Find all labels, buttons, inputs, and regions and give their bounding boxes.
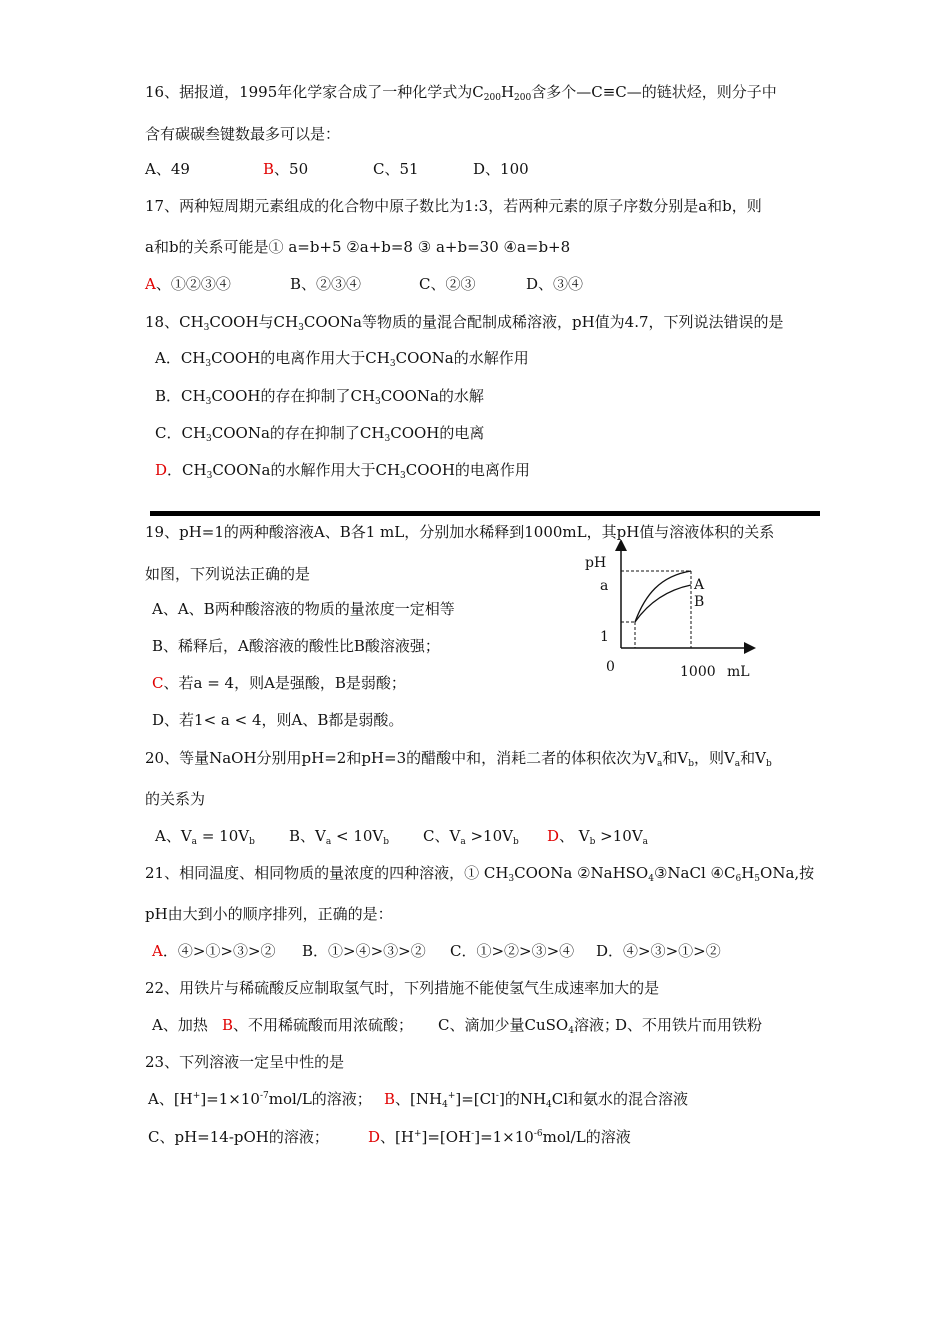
q17-options bbox=[145, 274, 583, 294]
q17-option-b: B、②③④ bbox=[290, 275, 362, 293]
q20-option-d: D、 $V_b >10V_a$ bbox=[547, 827, 649, 847]
answer-mark: C bbox=[152, 674, 164, 692]
q23-option-b: B、$[NH_4^+]=[Cl^-]$的$NH_4Cl$和氨水的混合溶液 bbox=[384, 1090, 689, 1110]
q17-option-c: C、②③ bbox=[419, 275, 476, 293]
q21-option-b: B．①>④>③>② bbox=[302, 942, 426, 960]
q23-option-d: D、$[H^+]=[OH^-]=1\times 10^{-6}mol/L$的溶液 bbox=[368, 1128, 631, 1146]
q18-option-d: D．$CH_3COONa$的水解作用大于$CH_3COOH$的电离作用 bbox=[155, 461, 530, 481]
q20-stem: 20、等量NaOH分别用pH=2和pH=3的醋酸中和，消耗二者的体积依次为$V_a$和$V_b$，则$V_a$和$V_b$ bbox=[145, 749, 772, 769]
q19-stem: 19、pH=1的两种酸溶液A、B各1 mL，分别加水稀释到1000mL，其pH值与溶液体积的关系 bbox=[145, 523, 775, 541]
y-axis-label: pH bbox=[585, 555, 607, 571]
answer-mark: D bbox=[547, 827, 560, 845]
q17-stem: 17、两种短周期元素组成的化合物中原子数比为1:3，若两种元素的原子序数分别是a和b，则 bbox=[145, 197, 762, 215]
answer-mark: A bbox=[145, 275, 156, 293]
series-a-curve bbox=[635, 571, 691, 622]
q16-stem: 16、据报道，1995年化学家合成了一种化学式为$C_{200}H_{200}$含多个—C≡C—的链状烃，则分子中 bbox=[145, 83, 777, 103]
q19-option-a: A、A、B两种酸溶液的物质的量浓度一定相等 bbox=[152, 600, 455, 618]
y-tick-1: 1 bbox=[600, 629, 609, 645]
series-a-label: A bbox=[694, 577, 705, 593]
answer-mark: B bbox=[222, 1016, 234, 1034]
q23-option-a: A、$[H^+]=1\times 10^{-7}mol/L$的溶液； bbox=[148, 1090, 372, 1108]
q18-option-b: B．$CH_3COOH$的存在抑制了$CH_3COONa$的水解 bbox=[155, 387, 484, 407]
q22-options bbox=[152, 1015, 762, 1035]
q19-option-d: D、若1< a < 4，则A、B都是弱酸。 bbox=[152, 711, 404, 729]
q19-stem-cont: 如图，下列说法正确的是 bbox=[145, 565, 311, 583]
y-tick-a: a bbox=[600, 578, 609, 594]
q21-stem: 21、相同温度、相同物质的量浓度的四种溶液，① $CH_3COONa$ ②NaHSO$_4$③NaCl $④C_6H_5ONa$,按 bbox=[145, 864, 815, 884]
q22-option-a: A、加热 bbox=[152, 1016, 208, 1034]
q22-option-b: B、不用稀硫酸而用浓硫酸； bbox=[222, 1016, 414, 1034]
q16-option-c: C、51 bbox=[373, 160, 419, 178]
answer-mark: B bbox=[384, 1090, 396, 1108]
q18-option-c: C．$CH_3COONa$的存在抑制了$CH_3COOH$的电离 bbox=[155, 424, 485, 444]
q21-options bbox=[152, 941, 721, 961]
answer-mark: D bbox=[368, 1128, 381, 1146]
q18-stem: 18、$CH_3COOH$与$CH_3COONa$等物质的量混合配制成稀溶液，pH值为4.7，下列说法错误的是 bbox=[145, 313, 784, 333]
q16-stem-cont: 含有碳碳叁键数最多可以是： bbox=[145, 125, 341, 143]
q16-option-b: B、50 bbox=[263, 160, 309, 178]
q20-option-a: A、$V_a = 10V_b$ bbox=[155, 827, 255, 847]
q23-option-c: C、pH=14-pOH的溶液； bbox=[148, 1128, 329, 1146]
x-axis-label: mL bbox=[727, 664, 750, 680]
q23-options-row1 bbox=[148, 1089, 688, 1109]
q20-options bbox=[155, 826, 648, 846]
q20-stem-cont: 的关系为 bbox=[145, 790, 206, 808]
q16-option-a: A、49 bbox=[145, 160, 190, 178]
answer-mark: D bbox=[155, 461, 168, 479]
q17-option-a: A、①②③④ bbox=[145, 275, 231, 293]
q22-option-d: D、不用铁片而用铁粉 bbox=[615, 1016, 763, 1034]
answer-mark: B bbox=[263, 160, 275, 178]
q17-option-d: D、③④ bbox=[526, 275, 584, 293]
q21-stem-cont: pH由大到小的顺序排列，正确的是： bbox=[145, 905, 393, 923]
q21-option-c: C．①>②>③>④ bbox=[450, 942, 575, 960]
answer-mark: A bbox=[152, 942, 163, 960]
q22-stem: 22、用铁片与稀硫酸反应制取氢气时，下列措施不能使氢气生成速率加大的是 bbox=[145, 979, 660, 997]
q22-option-c: C、滴加少量CuSO$_4$溶液； bbox=[438, 1016, 619, 1036]
q16-options bbox=[145, 159, 529, 179]
q20-option-c: C、$V_a >10V_b$ bbox=[423, 827, 519, 847]
q20-option-b: B、$V_a < 10V_b$ bbox=[289, 827, 390, 847]
q19-option-c: C、若a = 4，则A是强酸，B是弱酸； bbox=[152, 674, 406, 692]
series-b-label: B bbox=[694, 594, 705, 610]
x-tick-0: 0 bbox=[606, 659, 615, 675]
q19-option-b: B、稀释后，A酸溶液的酸性比B酸溶液强； bbox=[152, 637, 440, 655]
q18-option-a: A．$CH_3COOH$的电离作用大于$CH_3COONa$的水解作用 bbox=[155, 349, 529, 369]
section-divider bbox=[150, 511, 820, 516]
q21-option-a: A．④>①>③>② bbox=[152, 942, 276, 960]
q23-stem: 23、下列溶液一定呈中性的是 bbox=[145, 1053, 345, 1071]
ph-dilution-chart bbox=[575, 540, 765, 685]
q23-options-row2 bbox=[148, 1127, 631, 1147]
q16-option-d: D、100 bbox=[473, 160, 529, 178]
x-tick-1000: 1000 bbox=[680, 664, 716, 680]
q21-option-d: D．④>③>①>② bbox=[596, 942, 721, 960]
q17-stem-cont: a和b的关系可能是① a=b+5 ②a+b=8 ③ a+b=30 ④a=b+8 bbox=[145, 238, 571, 256]
